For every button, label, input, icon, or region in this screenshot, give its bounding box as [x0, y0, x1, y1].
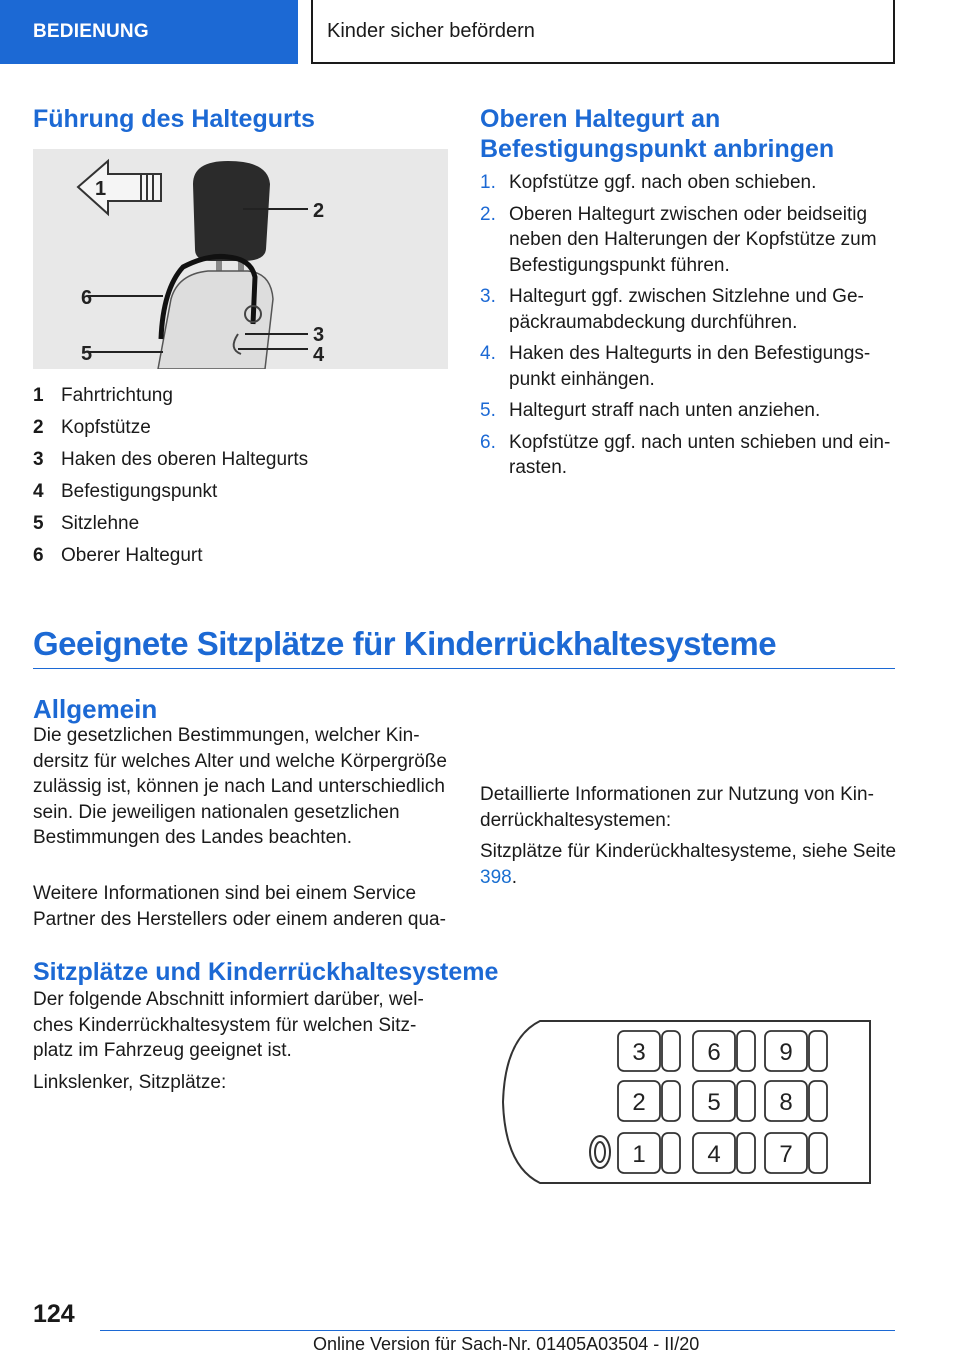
ref-text: Sitzplätze für Kinderückhaltesysteme, siehe Seite	[480, 841, 897, 862]
legend-num: 1	[33, 385, 44, 406]
allgemein-paragraph-2-wrap	[33, 881, 451, 933]
allgemein-right-column	[480, 782, 898, 896]
legend-num: 4	[33, 481, 44, 502]
callout-6: 6	[81, 287, 93, 309]
allgemein-left-column	[33, 723, 451, 857]
footer-text: Online Version für Sach-Nr. 01405A03504 - II/20	[313, 1334, 700, 1354]
headrest-figure	[33, 149, 448, 369]
footer-divider	[100, 1330, 895, 1331]
sitz-paragraph-1: Der folgende Abschnitt informiert darüber, welches Kinderrückhaltesystem für welchen Sitzplatz im Fahrzeug geeignet ist.	[33, 989, 424, 1061]
legend-text: Fahrtrichtung	[61, 385, 173, 406]
seat-5: 5	[707, 1089, 721, 1116]
list-item	[480, 170, 900, 196]
chapter-title-box	[311, 0, 895, 64]
step-text: Haltegurt ggf. zwischen Sitzlehne und Gepäckraumabdeckung durchführen.	[509, 286, 864, 333]
section-label: BEDIENUNG	[33, 21, 149, 42]
heading-allgemein: Allgemein	[33, 694, 158, 724]
ref-suffix: .	[511, 866, 517, 888]
allgemein-paragraph-1: Die gesetzlichen Bestimmungen, welcher Kindersitz für welches Alter und welche Körpergröße zulässig ist, können je nach Land unterschiedlich sein. Die jeweiligen nationalen gesetzlichen Bestimmungen des Landes beachten.	[33, 725, 447, 848]
legend-item	[33, 508, 443, 540]
step-text: Kopfstütze ggf. nach oben schieben.	[509, 172, 817, 193]
legend-num: 6	[33, 545, 44, 566]
step-text: Kopfstütze ggf. nach unten schieben und einrasten.	[509, 431, 891, 478]
list-item	[480, 202, 900, 279]
seat-layout-diagram	[500, 1016, 880, 1188]
sitz-paragraph-2: Linkslenker, Sitzplätze:	[33, 1071, 227, 1093]
step-text: Oberen Haltegurt zwischen oder beidseitig neben den Halterungen der Kopfstütze zum Befestigungspunkt führen.	[509, 203, 877, 276]
step-text: Haken des Haltegurts in den Befestigungspunkt einhängen.	[509, 343, 871, 390]
step-number: 1.	[480, 172, 496, 193]
list-item	[480, 398, 900, 424]
seat-8: 8	[779, 1089, 793, 1116]
step-number: 3.	[480, 286, 496, 307]
legend-item	[33, 476, 443, 508]
legend-item	[33, 444, 443, 476]
heading-anbringen-line1: Oberen Haltegurt an	[480, 105, 721, 133]
heading-anbringen	[480, 104, 834, 164]
legend-num: 5	[33, 513, 44, 534]
seat-6: 6	[707, 1039, 721, 1066]
section-tab	[0, 0, 298, 64]
headrest-shape	[193, 161, 270, 261]
legend-num: 3	[33, 449, 44, 470]
callout-4: 4	[313, 344, 325, 366]
seat-9: 9	[779, 1039, 793, 1066]
legend-item	[33, 540, 443, 572]
steps-list	[480, 170, 900, 487]
page-number: 124	[33, 1300, 75, 1328]
seat-7: 7	[779, 1141, 793, 1168]
legend-text: Befestigungspunkt	[61, 481, 218, 502]
list-item	[480, 430, 900, 481]
seat-layout-figure	[500, 1016, 880, 1188]
step-number: 6.	[480, 431, 496, 453]
direction-arrow-icon	[78, 161, 161, 214]
callout-1: 1	[95, 178, 107, 200]
steering-wheel-icon	[590, 1136, 610, 1168]
seat-3: 3	[632, 1039, 646, 1066]
heading-fuehrung: Führung des Haltegurts	[33, 105, 315, 133]
list-item	[480, 284, 900, 335]
figure-legend	[33, 380, 443, 572]
callout-3: 3	[313, 324, 325, 346]
section-title: Geeignete Sitzplätze für Kinderrückhaltesysteme	[33, 622, 895, 669]
chapter-title: Kinder sicher befördern	[327, 19, 535, 42]
step-number: 5.	[480, 400, 496, 421]
step-number: 4.	[480, 343, 496, 364]
legend-text: Haken des oberen Haltegurts	[61, 449, 309, 470]
sitz-text	[33, 987, 445, 1101]
headrest-illustration	[33, 149, 448, 369]
heading-anbringen-line2: Befestigungspunkt anbringen	[480, 135, 835, 163]
allgemein-paragraph-4	[480, 839, 898, 890]
legend-text: Kopfstütze	[61, 417, 151, 438]
callout-2: 2	[313, 200, 325, 222]
allgemein-paragraph-2: Weitere Informationen sind bei einem Service Partner des Herstellers oder einem anderen qua	[33, 883, 446, 930]
step-text: Haltegurt straff nach unten anziehen.	[509, 400, 821, 421]
legend-text: Sitzlehne	[61, 513, 140, 534]
list-item	[480, 341, 900, 392]
step-number: 2.	[480, 203, 496, 225]
legend-item	[33, 412, 443, 444]
legend-text: Oberer Haltegurt	[61, 545, 203, 566]
car-outline	[503, 1021, 870, 1183]
seat-2: 2	[632, 1089, 646, 1116]
seat-4: 4	[707, 1141, 721, 1168]
callout-5: 5	[81, 343, 93, 365]
legend-item	[33, 380, 443, 412]
heading-sitzplaetze: Sitzplätze und Kinderrückhaltesysteme	[33, 958, 499, 986]
page-link[interactable]: 398	[480, 866, 512, 888]
allgemein-paragraph-3: Detaillierte Informationen zur Nutzung von Kinderrückhaltesystemen:	[480, 784, 874, 831]
legend-num: 2	[33, 417, 44, 438]
seat-1: 1	[632, 1141, 646, 1168]
